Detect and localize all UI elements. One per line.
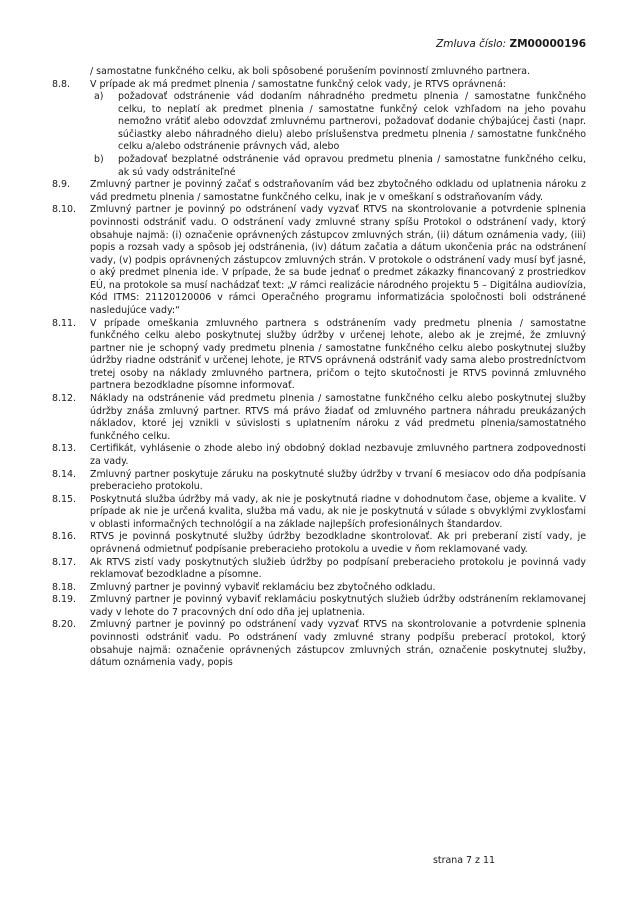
paragraph-text: Zmluvný partner je povinný začať s odstraňovaním vád bez zbytočného odkladu od uplatnenia nároku z vád predmetu plnenia / samostatne funkčného celku, inak je v omeškaní s odstraňovaním vády.	[90, 179, 586, 203]
contract-number-label: Zmluva číslo:	[436, 38, 507, 50]
paragraph-number: 8.20.	[52, 619, 77, 631]
paragraph-number: 8.11.	[52, 317, 77, 329]
paragraph-8-8	[0, 79, 638, 92]
paragraph-text: Poskytnutá služba údržby má vady, ak nie je poskytnutá riadne v dohodnutom čase, objeme a kvalite. V prípade ak nie je určená kvalita, služba má vadu, ak nie je poskytnutá v súlade s obvyklými zvyklosťami v oblasti informačných technológií a na základe najlepších profesionálnych štandardov.	[90, 493, 586, 530]
paragraph-number: 8.10.	[52, 204, 77, 216]
paragraph-8-19	[0, 594, 638, 619]
paragraph-text: Náklady na odstránenie vád predmetu plnenia / samostatne funkčného celku alebo poskytnutej služby údržby znáša zmluvný partner. RTVS má právo žiadať od zmluvného partnera náhradu preukázaných nákladov, ktoré jej vznikli v súvislosti s uplatnením nároku z vád predmetu plnenia/samostatného funkčného celku.	[90, 393, 586, 442]
paragraph-8-16	[0, 531, 638, 556]
paragraph-number: 8.17.	[52, 556, 77, 568]
paragraph-text: Certifikát, vyhlásenie o zhode alebo iný obdobný doklad nezbavuje zmluvného partnera zodpovednosti za vady.	[90, 443, 586, 467]
list-item-a	[0, 91, 638, 154]
paragraph-8-11	[0, 318, 638, 393]
list-item-text: požadovať bezplatné odstránenie vád opravou predmetu plnenia / samostatne funkčného celku, ak sú vady odstrániteľné	[118, 154, 586, 178]
paragraph-number: 8.15.	[52, 493, 77, 505]
paragraph-8-15	[0, 494, 638, 532]
paragraph-number: 8.14.	[52, 468, 77, 480]
list-item-text: požadovať odstránenie vád dodaním náhradného predmetu plnenia / samostatne funkčného celku, to neplatí ak predmet plnenia / samostatne funkčný celok vzhľadom na jeho povahu nemožno vrátiť alebo odovzdať zmluvnému partnerovi, požadovať dodanie chýbajúcej časti (napr. súčiastky alebo náhradného dielu) alebo príslušenstva predmetu plnenia / samostatne funkčného celku a/alebo odstránenie právnych vád, alebo	[118, 91, 586, 153]
paragraph-8-10	[0, 204, 638, 317]
document-body	[0, 66, 638, 670]
list-item-b	[0, 154, 638, 179]
paragraph-8-9	[0, 179, 638, 204]
paragraph-number: 8.16.	[52, 531, 77, 543]
list-letter: a)	[94, 91, 104, 103]
paragraph-number: 8.13.	[52, 443, 77, 455]
paragraph-number: 8.9.	[52, 179, 71, 191]
page-number: strana 7 z 11	[433, 855, 496, 866]
paragraph-text: Ak RTVS zistí vady poskytnutých služieb údržby po podpísaní preberacieho protokolu je povinná vady reklamovať bezodkladne a písomne.	[90, 556, 586, 581]
paragraph-8-13	[0, 443, 638, 468]
paragraph-text: / samostatne funkčného celku, ak boli spôsobené porušením povinností zmluvného partnera.	[90, 66, 530, 77]
contract-number: ZM00000196	[509, 38, 586, 50]
paragraph-8-20	[0, 619, 638, 669]
paragraph-number: 8.12.	[52, 393, 77, 405]
paragraph-text: V prípade ak má predmet plnenia / samostatne funkčný celok vady, je RTVS oprávnená:	[90, 78, 506, 90]
paragraph-8-14	[0, 469, 638, 494]
paragraph-8-18	[0, 582, 638, 595]
paragraph-8-12	[0, 393, 638, 443]
contract-header	[436, 37, 586, 51]
paragraph-number: 8.8.	[52, 78, 71, 90]
list-letter: b)	[94, 154, 104, 166]
paragraph-text: RTVS je povinná poskytnuté služby údržby bezodkladne skontrolovať. Ak pri preberaní zistí vady, je oprávnená odmietnuť podpísanie preberacieho protokolu a uvedie v ňom reklamované vady.	[90, 531, 586, 555]
paragraph-text: V prípade omeškania zmluvného partnera s odstránením vady predmetu plnenia / samostatne funkčného celku alebo poskytnutej služby údržby v určenej lehote, alebo ak je zrejmé, že zmluvný partner nie je schopný vady predmetu plnenia / samostatne funkčného celku alebo poskytnutej služby údržby riadne odstrániť v určenej lehote, je RTVS oprávnená odstrániť vady sama alebo prostredníctvom tretej osoby na náklady zmluvného partnera, pričom o tejto skutočnosti je RTVS povinná zmluvného partnera bezodkladne písomne informovať.	[90, 317, 586, 392]
paragraph-text: Zmluvný partner je povinný po odstránení vady vyzvať RTVS na skontrolovanie a potvrdenie splnenia povinnosti odstrániť vadu. Po odstránení vady zmluvné strany podpíšu preberací protokol, ktorý obsahuje najmä: označenie oprávnených zástupcov zmluvných strán, označenie poskytnutej služby, dátum oznámenia vady, popis	[90, 619, 586, 669]
paragraph-number: 8.18.	[52, 581, 77, 593]
paragraph-text: Zmluvný partner poskytuje záruku na poskytnuté služby údržby v trvaní 6 mesiacov odo dňa podpísania preberacieho protokolu.	[90, 468, 586, 493]
paragraph-number: 8.19.	[52, 594, 77, 606]
paragraph-8-17	[0, 557, 638, 582]
paragraph-text: Zmluvný partner je povinný vybaviť reklamáciu poskytnutých služieb údržby odstránením reklamovanej vady v lehote do 7 pracovných dní odo dňa jej uplatnenia.	[90, 594, 586, 618]
paragraph-continuation	[0, 66, 638, 79]
paragraph-text: Zmluvný partner je povinný po odstránení vady vyzvať RTVS na skontrolovanie a potvrdenie splnenia povinnosti odstrániť vadu. O odstránení vady zmluvné strany spíšu Protokol o odstránení vady, ktorý obsahuje najmä: (i) označenie oprávnených zástupcov zmluvných strán, (ii) dátum oznámenia vady, (iii) popis a rozsah vady a spôsob jej odstránenia, (iv) dátum začatia a dátum ukončenia prác na odstránení vady, (v) podpis oprávnených zástupcov zmluvných strán. V protokole o odstránení vady musí byť jasné, o aký predmet plnenia ide. V prípade, že sa bude jednať o predmet zákazky financovaný z prostriedkov EÚ, na protokole sa musí nachádzať text: „V rámci realizácie národného projektu 5 – Digitálna audiovízia, Kód ITMS: 21120120006 v rámci Operačného programu informatizácia spoločnosti boli odstránené nasledujúce vady:“	[90, 204, 586, 316]
paragraph-text: Zmluvný partner je povinný vybaviť reklamáciu bez zbytočného odkladu.	[90, 581, 436, 593]
